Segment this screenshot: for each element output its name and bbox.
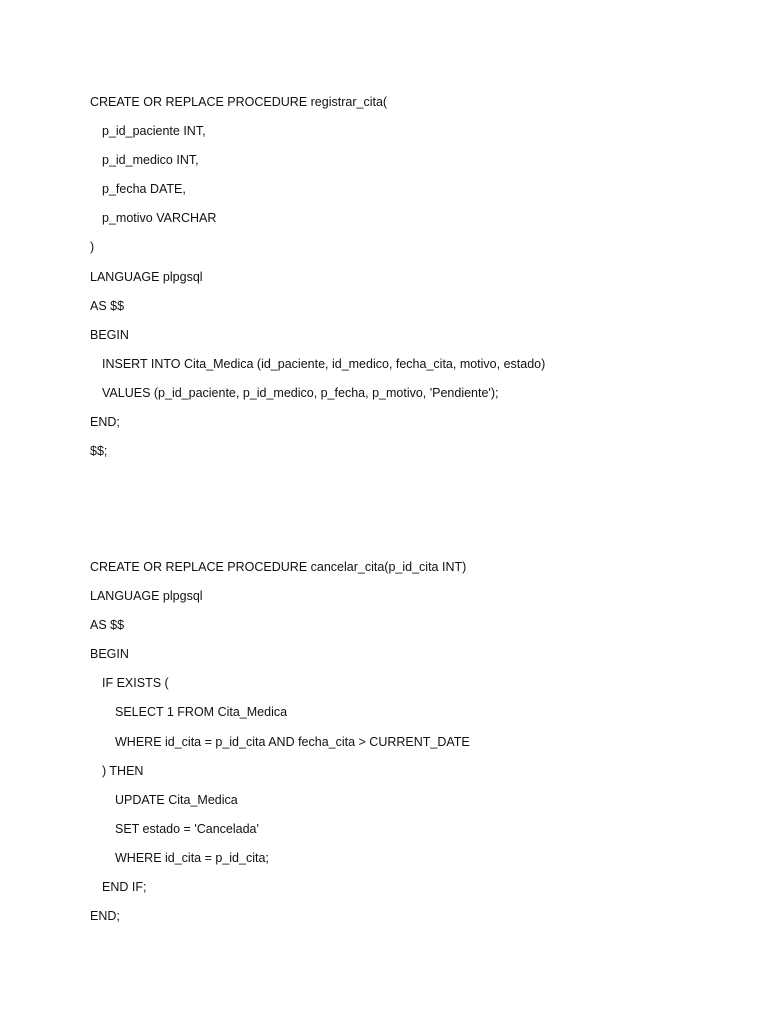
code-line bbox=[90, 761, 730, 790]
code-line-text: ) bbox=[90, 240, 95, 255]
procedure-cancelar-cita-code bbox=[90, 557, 730, 935]
code-line-text: AS $$ bbox=[90, 298, 125, 313]
code-line-text: END; bbox=[90, 415, 120, 430]
code-line bbox=[90, 383, 730, 412]
code-line bbox=[90, 702, 730, 731]
code-line bbox=[90, 121, 730, 150]
code-line bbox=[90, 819, 730, 848]
code-line-text: ) THEN bbox=[102, 763, 144, 778]
code-line bbox=[90, 848, 730, 877]
code-line-text: CREATE OR REPLACE PROCEDURE cancelar_cita(p_id_cita INT) bbox=[90, 560, 467, 574]
code-line-text: CREATE OR REPLACE PROCEDURE registrar_cita( bbox=[90, 95, 388, 109]
code-line bbox=[90, 150, 730, 179]
code-line bbox=[90, 208, 730, 237]
code-line-text: p_id_paciente INT, bbox=[102, 124, 206, 139]
code-line bbox=[90, 267, 730, 296]
code-line-text: END; bbox=[90, 909, 120, 924]
code-line bbox=[90, 179, 730, 208]
code-line bbox=[90, 644, 730, 673]
code-line bbox=[90, 296, 730, 325]
code-line-text: INSERT INTO Cita_Medica (id_paciente, id_medico, fecha_cita, motivo, estado) bbox=[102, 356, 546, 371]
code-line-text: BEGIN bbox=[90, 647, 129, 662]
code-line-text: SET estado = 'Cancelada' bbox=[115, 821, 259, 836]
code-line bbox=[90, 732, 730, 761]
code-line bbox=[90, 615, 730, 644]
procedure-registrar-cita-code bbox=[90, 92, 730, 470]
code-line bbox=[90, 877, 730, 906]
code-line-text: LANGUAGE plpgsql bbox=[90, 269, 203, 284]
code-line bbox=[90, 92, 730, 121]
code-line-text: AS $$ bbox=[90, 618, 125, 633]
code-line-text: $$; bbox=[90, 444, 108, 459]
code-line bbox=[90, 237, 730, 266]
code-line-text: BEGIN bbox=[90, 327, 129, 342]
code-line bbox=[90, 412, 730, 441]
code-line bbox=[90, 906, 730, 935]
code-line bbox=[90, 354, 730, 383]
code-line bbox=[90, 325, 730, 354]
code-line bbox=[90, 441, 730, 470]
code-line-text: VALUES (p_id_paciente, p_id_medico, p_fecha, p_motivo, 'Pendiente'); bbox=[102, 385, 499, 400]
code-line-text: p_motivo VARCHAR bbox=[102, 211, 217, 226]
code-line bbox=[90, 673, 730, 702]
code-line-text: UPDATE Cita_Medica bbox=[115, 792, 238, 807]
code-line-text: p_id_medico INT, bbox=[102, 153, 199, 168]
code-line-text: SELECT 1 FROM Cita_Medica bbox=[115, 705, 288, 720]
code-line-text: p_fecha DATE, bbox=[102, 182, 186, 197]
code-line bbox=[90, 790, 730, 819]
code-line-text: END IF; bbox=[102, 880, 147, 895]
code-line bbox=[90, 586, 730, 615]
code-line bbox=[90, 557, 730, 586]
code-line-text: WHERE id_cita = p_id_cita AND fecha_cita > CURRENT_DATE bbox=[115, 734, 470, 749]
code-line-text: IF EXISTS ( bbox=[102, 676, 169, 691]
code-line-text: WHERE id_cita = p_id_cita; bbox=[115, 850, 269, 865]
code-line-text: LANGUAGE plpgsql bbox=[90, 589, 203, 604]
